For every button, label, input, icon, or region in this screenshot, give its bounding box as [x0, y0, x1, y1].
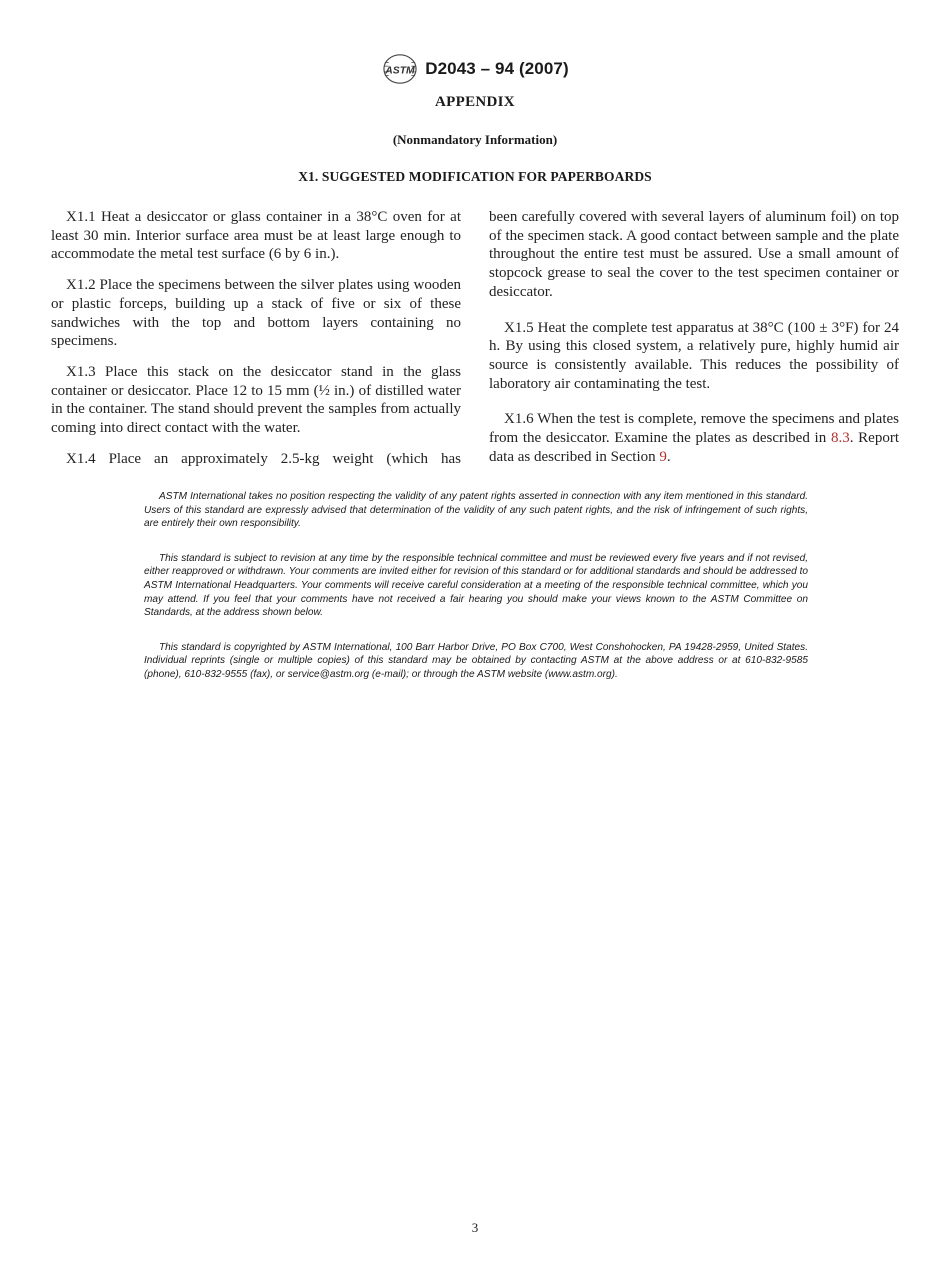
- standard-designation: D2043 – 94 (2007): [425, 59, 569, 78]
- paragraph-x1-3: X1.3 Place this stack on the desiccator stand in the glass container or desiccator. Place 12 to 15 mm (½ in.) of distilled water in the container. The stand should prevent the samples from actually coming into direct contact with the water.: [51, 363, 461, 437]
- left-column: [51, 208, 461, 480]
- right-column: [489, 208, 899, 483]
- section-8-3-link[interactable]: 8.3: [830, 430, 850, 447]
- copyright-notice: This standard is copyrighted by ASTM International, 100 Barr Harbor Drive, PO Box C700, West Conshohocken, PA 19428-2959, United States. Individual reprints (single or multiple copies) of this standard may be obtained by contacting ASTM at the above address or at 610-832-9585 (phone), 610-832-9555 (fax), or service@astm.org (e-mail); or through the ASTM website (www.astm.org).: [144, 641, 808, 680]
- paragraph-x1-4-continued: been carefully covered with several layers of aluminum foil) on top of the specimen stack. A good contact between sample and the plate throughout the entire test must be assured. Use a small amount of stopcock grease to seal the cover to the test specimen container or desiccator.: [489, 209, 899, 300]
- paragraph-x1-6-text: X1.6 When the test is complete, remove the specimens and plates from the desiccator. Examine the plates as described in: [489, 411, 899, 447]
- revision-notice: This standard is subject to revision at any time by the responsible technical committee and must be reviewed every five years and if not revised, either reapproved or withdrawn. Your comments are invited either for revision of this standard or for additional standards and should be addressed to ASTM International Headquarters. Your comments will receive careful consideration at a meeting of the responsible technical committee, which you may attend. If you feel that your comments have not received a fair hearing you should make your views known to the ASTM Committee on Standards, at the address shown below.: [144, 552, 808, 619]
- appendix-title: APPENDIX: [435, 94, 515, 110]
- patent-notice: ASTM International takes no position respecting the validity of any patent rights asserted in connection with any item mentioned in this standard. Users of this standard are expressly advised that determination of the validity of any such patent rights, and the risk of infringement of such rights, are entirely their own responsibility.: [144, 491, 808, 530]
- paragraph-x1-6: [489, 410, 899, 466]
- document-header: [0, 52, 950, 86]
- page-number: 3: [471, 1220, 479, 1235]
- nonmandatory-label: (Nonmandatory Information): [392, 132, 558, 147]
- paragraph-x1-1: X1.1 Heat a desiccator or glass container in a 38°C oven for at least 30 min. Interior surface area must be at least large enough to accommodate the metal test surface (6 by 6 in.).: [51, 209, 461, 263]
- paragraph-x1-2: X1.2 Place the specimens between the silver plates using wooden or plastic forceps, building up a stack of five or six of these sandwiches with the top and bottom layers containing no specimens.: [51, 277, 461, 350]
- paragraph-x1-5: X1.5 Heat the complete test apparatus at 38°C (100 ± 3°F) for 24 h. By using this closed system, a relatively pure, highly humid air source is consistently available. This reduces the possibility of laboratory air contaminating the test.: [489, 319, 899, 392]
- paragraph-x1-6-text-2: . Report data as described in Section: [489, 430, 899, 465]
- astm-logo-icon: [381, 52, 419, 86]
- legal-notices: [144, 490, 808, 703]
- section-title: X1. SUGGESTED MODIFICATION FOR PAPERBOARDS: [298, 169, 652, 184]
- section-9-link[interactable]: 9: [659, 448, 667, 465]
- svg-text:ASTM: ASTM: [385, 65, 415, 77]
- paragraph-x1-6-text-3: .: [666, 448, 671, 465]
- paragraph-x1-4-start: X1.4 Place an approximately 2.5-kg weight (which has: [66, 450, 461, 467]
